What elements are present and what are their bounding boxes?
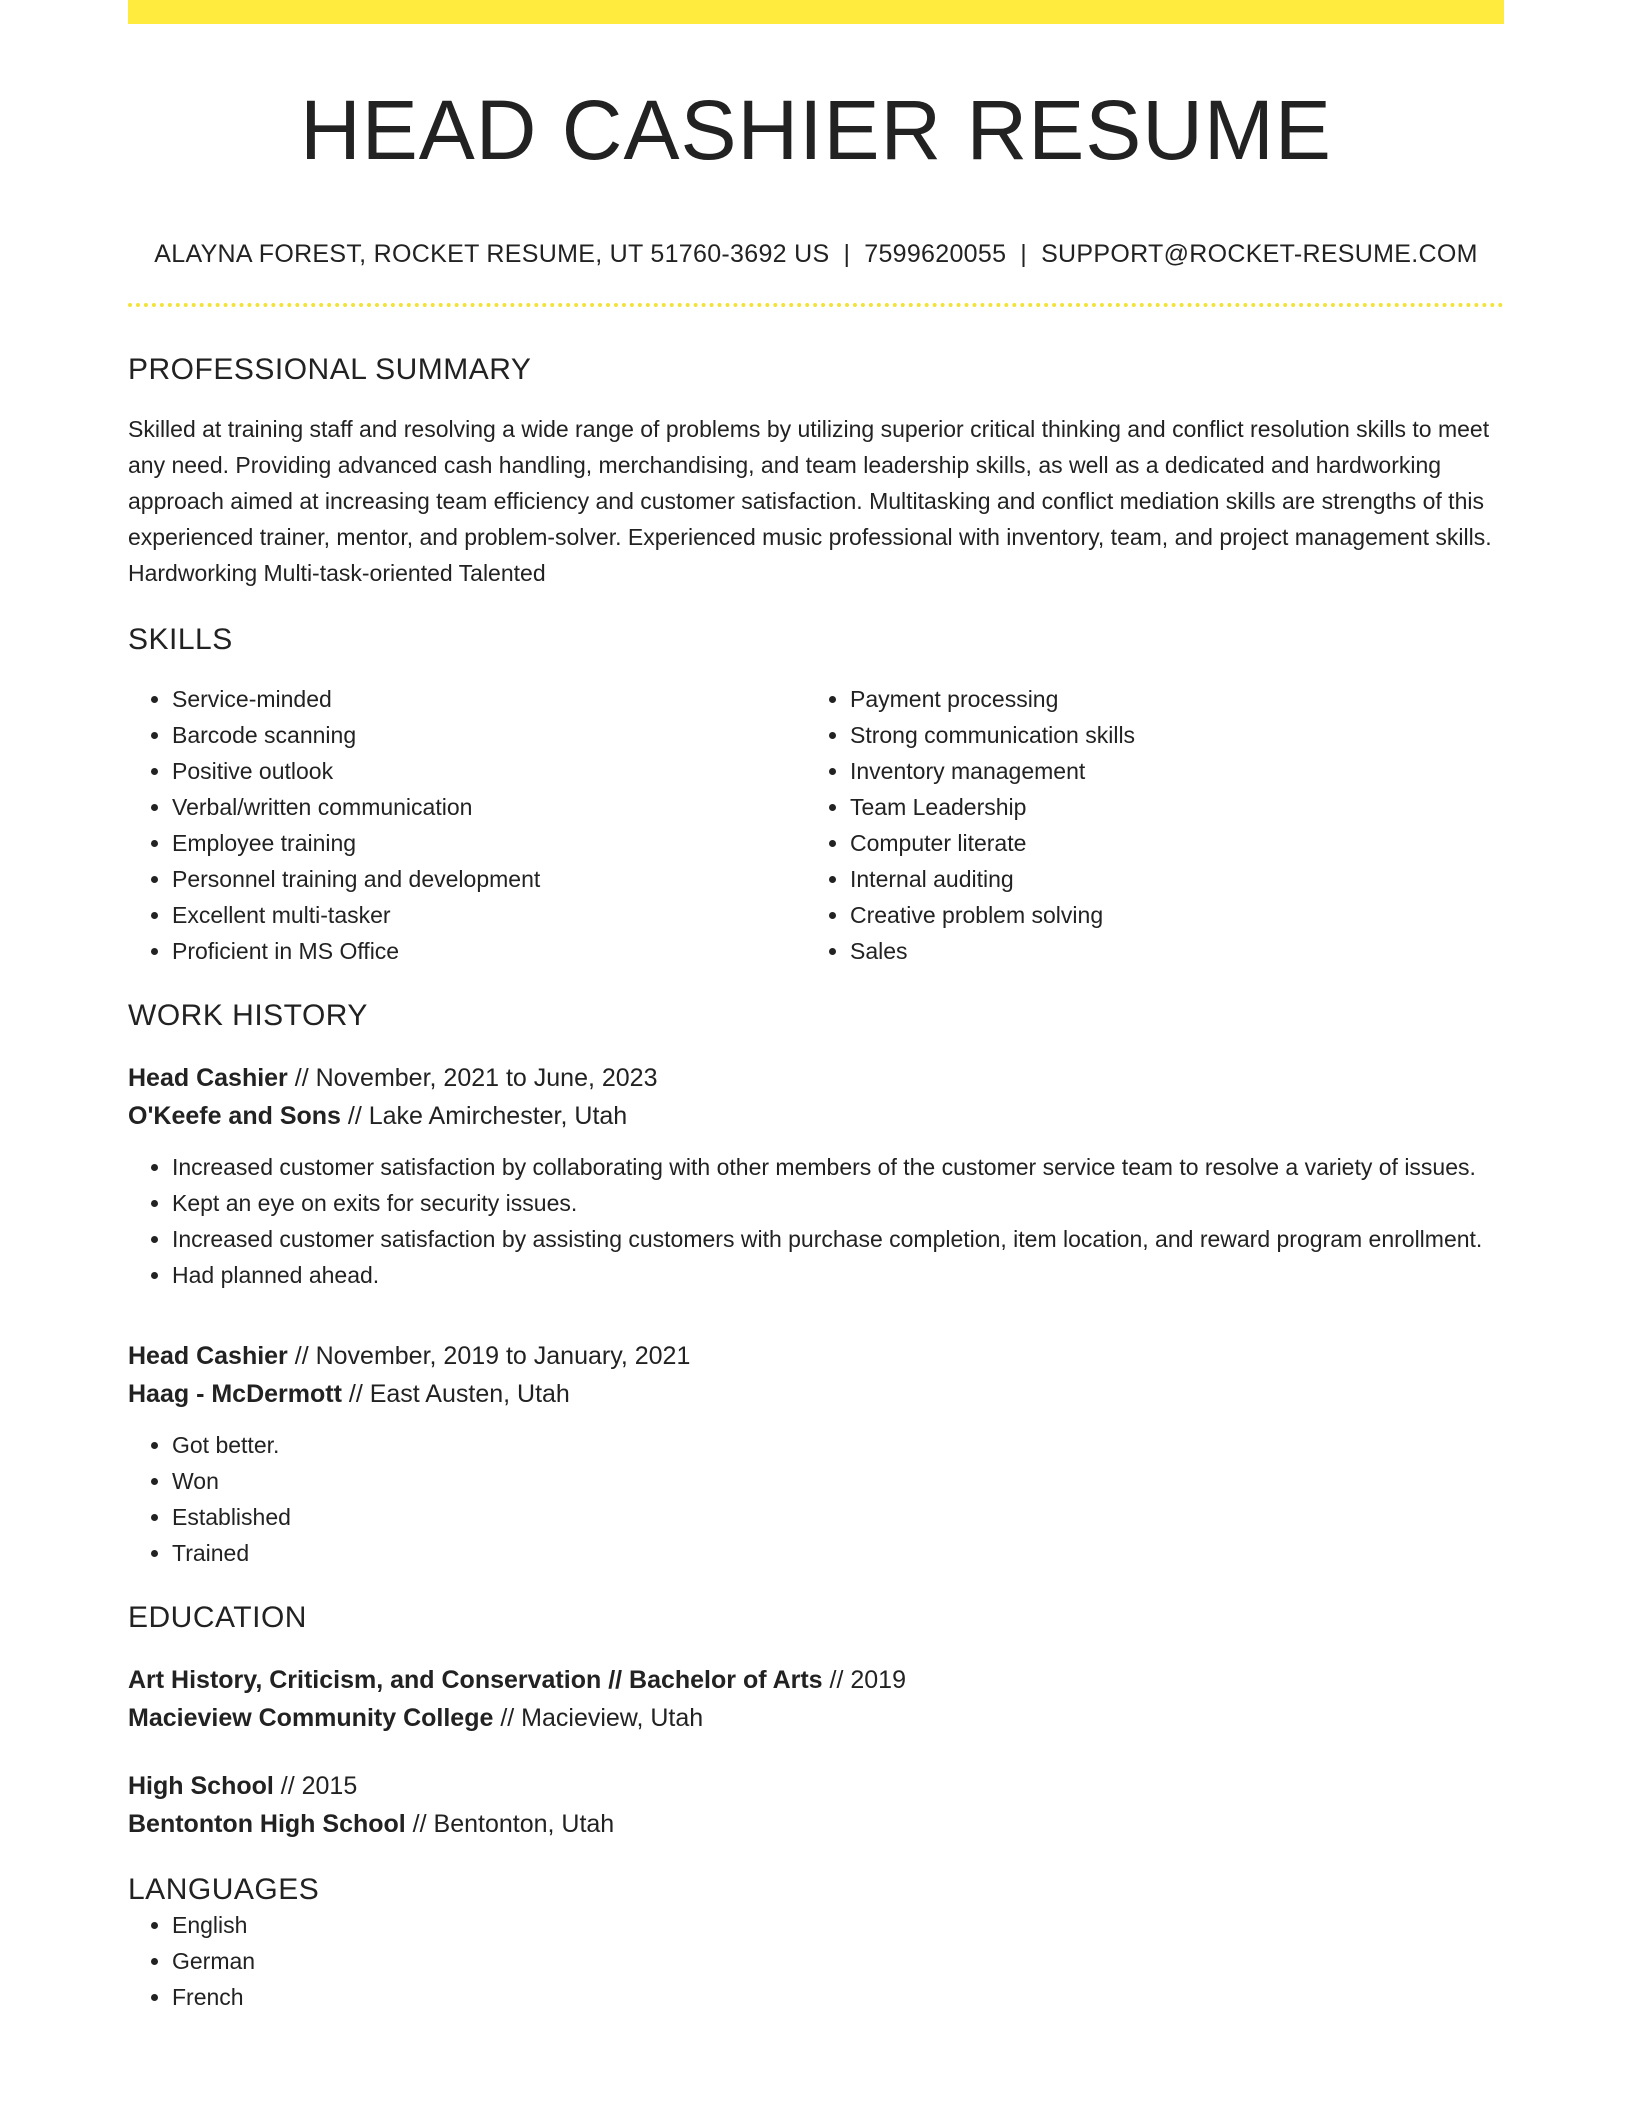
education-school: Bentonton High School	[128, 1810, 406, 1839]
job-duty: • Won	[172, 1463, 1504, 1499]
skill-item: • Positive outlook	[172, 753, 806, 789]
work-history-heading: WORK HISTORY	[128, 999, 368, 1033]
languages-heading: LANGUAGES	[128, 1873, 320, 1907]
language-item: • English	[172, 1907, 1504, 1943]
contact-email[interactable]: SUPPORT@ROCKET-RESUME.COM	[1041, 240, 1478, 269]
skill-item: • Personnel training and development	[172, 861, 806, 897]
job-title: Head Cashier	[128, 1342, 288, 1371]
resume-title: HEAD CASHIER RESUME	[300, 83, 1332, 177]
education-entry	[128, 1661, 1504, 1737]
skill-item: • Computer literate	[850, 825, 1484, 861]
summary-heading: PROFESSIONAL SUMMARY	[128, 353, 532, 387]
job-title-line	[128, 1059, 1504, 1097]
education-degree: High School	[128, 1772, 274, 1801]
skill-item: • Strong communication skills	[850, 717, 1484, 753]
education-heading: EDUCATION	[128, 1601, 307, 1635]
job-dates: // November, 2019 to January, 2021	[287, 1342, 691, 1371]
skill-item: • Service-minded	[172, 681, 806, 717]
skill-item: • Team Leadership	[850, 789, 1484, 825]
job-entry	[128, 1059, 1504, 1293]
job-duty: • Kept an eye on exits for security issues.	[172, 1185, 1504, 1221]
skill-item: • Creative problem solving	[850, 897, 1484, 933]
education-location: // Bentonton, Utah	[405, 1810, 615, 1839]
job-duty: • Had planned ahead.	[172, 1257, 1504, 1293]
education-degree-line	[128, 1767, 1504, 1805]
education-school-line	[128, 1805, 1504, 1843]
skills-list-right	[806, 681, 1484, 969]
job-duties	[128, 1427, 1504, 1571]
skill-item: • Barcode scanning	[172, 717, 806, 753]
job-duty: • Increased customer satisfaction by collaborating with other members of the customer service team to resolve a variety of issues.	[172, 1149, 1504, 1185]
job-company: O'Keefe and Sons	[128, 1102, 341, 1131]
skill-item: • Internal auditing	[850, 861, 1484, 897]
skills-list-left	[128, 681, 806, 969]
job-location: // Lake Amirchester, Utah	[340, 1102, 628, 1131]
skill-item: • Proficient in MS Office	[172, 933, 806, 969]
skills-grid	[128, 681, 1504, 969]
education-year: // 2019	[822, 1666, 906, 1695]
job-duties	[128, 1149, 1504, 1293]
contact-phone[interactable]: 7599620055	[864, 240, 1007, 269]
education-degree-line	[128, 1661, 1504, 1699]
job-location: // East Austen, Utah	[341, 1380, 570, 1409]
job-duty: • Got better.	[172, 1427, 1504, 1463]
skills-column-left	[128, 681, 806, 969]
contact-separator: |	[843, 240, 851, 269]
job-company: Haag - McDermott	[128, 1380, 342, 1409]
job-title-line	[128, 1337, 1504, 1375]
skills-heading: SKILLS	[128, 623, 233, 657]
contact-separator: |	[1020, 240, 1028, 269]
skill-item: • Verbal/written communication	[172, 789, 806, 825]
skill-item: • Payment processing	[850, 681, 1484, 717]
contact-line	[128, 240, 1504, 269]
education-degree: Art History, Criticism, and Conservation // Bachelor of Arts	[128, 1666, 823, 1695]
job-duty: • Trained	[172, 1535, 1504, 1571]
job-title: Head Cashier	[128, 1064, 288, 1093]
job-duty: • Increased customer satisfaction by assisting customers with purchase completion, item location, and reward program enrollment.	[172, 1221, 1504, 1257]
skill-item: • Employee training	[172, 825, 806, 861]
skill-item: • Excellent multi-tasker	[172, 897, 806, 933]
top-accent-bar	[128, 0, 1504, 24]
job-company-line	[128, 1097, 1504, 1135]
skill-item: • Inventory management	[850, 753, 1484, 789]
job-dates: // November, 2021 to June, 2023	[287, 1064, 658, 1093]
education-year: // 2015	[273, 1772, 358, 1801]
education-location: // Macieview, Utah	[493, 1704, 704, 1733]
language-item: • German	[172, 1943, 1504, 1979]
education-school: Macieview Community College	[128, 1704, 494, 1733]
education-school-line	[128, 1699, 1504, 1737]
resume-page	[128, 0, 1504, 2015]
skill-item: • Sales	[850, 933, 1484, 969]
header-divider	[128, 303, 1504, 307]
summary-text: Skilled at training staff and resolving a wide range of problems by utilizing superior critical thinking and conflict resolution skills to meet any need. Providing advanced cash handling, merchandising, and team leadership skills, as well as a dedicated and hardworking approach aimed at increasing team efficiency and customer satisfaction. Multitasking and conflict mediation skills are strengths of this experienced trainer, mentor, and problem-solver. Experienced music professional with inventory, team, and project management skills. Hardworking Multi-task-oriented Talented	[128, 416, 1492, 587]
contact-address: ALAYNA FOREST, ROCKET RESUME, UT 51760-3692 US	[154, 240, 830, 269]
education-entry	[128, 1767, 1504, 1843]
job-company-line	[128, 1375, 1504, 1413]
language-item: • French	[172, 1979, 1504, 2015]
job-duty: • Established	[172, 1499, 1504, 1535]
job-entry	[128, 1337, 1504, 1571]
languages-list	[128, 1907, 1504, 2015]
skills-column-right	[806, 681, 1484, 969]
